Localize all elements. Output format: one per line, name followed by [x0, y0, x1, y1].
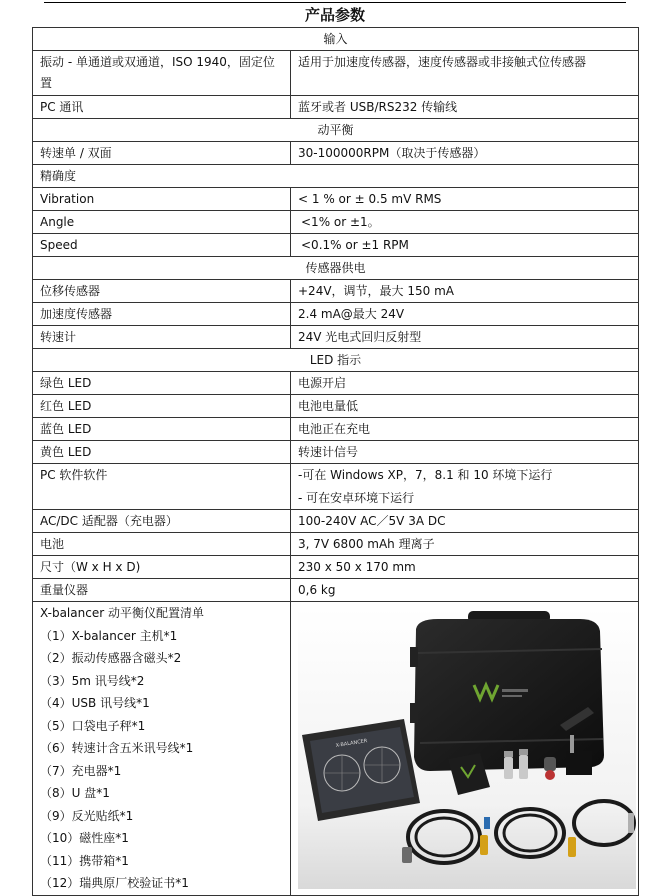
row-value-text: <1% or ±1。 [301, 215, 380, 229]
row-label: 黄色 LED [33, 441, 291, 464]
row-label: 精确度 [33, 165, 639, 188]
row-value: < 1 % or ± 0.5 mV RMS [291, 188, 639, 211]
row-value-text: <0.1% or ±1 RPM [301, 238, 409, 252]
row-value: 0,6 kg [291, 579, 639, 602]
config-list [33, 602, 291, 896]
row-label: 转速计 [33, 326, 291, 349]
row-value: 230 x 50 x 170 mm [291, 556, 639, 579]
list-item: （7）充电器*1 [40, 763, 122, 778]
row-value: 电源开启 [291, 372, 639, 395]
table-row [33, 372, 639, 395]
photo-cell [291, 602, 639, 896]
table-row [33, 303, 639, 326]
table-row [33, 188, 639, 211]
row-label: 蓝色 LED [33, 418, 291, 441]
table-row [33, 464, 639, 510]
row-value [291, 234, 639, 257]
row-value-line: -可在 Windows XP，7，8.1 和 10 环境下运行 [298, 468, 553, 482]
top-rule [44, 2, 626, 3]
section-row [33, 28, 639, 51]
section-led: LED 指示 [33, 349, 639, 372]
list-item: （5）口袋电子秤*1 [40, 718, 146, 733]
row-label: 红色 LED [33, 395, 291, 418]
tablet-label: X-BALANCER [335, 738, 368, 750]
row-label: 位移传感器 [33, 280, 291, 303]
row-label: Vibration [33, 188, 291, 211]
row-value: 3, 7V 6800 mAh 理离子 [291, 533, 639, 556]
list-item: （4）USB 讯号线*1 [40, 696, 150, 710]
product-kit-photo [298, 607, 636, 889]
section-sensor-power: 传感器供电 [33, 257, 639, 280]
row-value: 电池电量低 [291, 395, 639, 418]
spec-table [32, 27, 639, 896]
table-row [33, 211, 639, 234]
row-label: PC 通讯 [33, 96, 291, 119]
table-row [33, 326, 639, 349]
table-row [33, 510, 639, 533]
section-row [33, 257, 639, 280]
list-item: （2）振动传感器含磁头*2 [40, 651, 182, 665]
section-row [33, 119, 639, 142]
row-label: 加速度传感器 [33, 303, 291, 326]
list-item: （6）转速计含五米讯号线*1 [40, 741, 194, 755]
table-row [33, 280, 639, 303]
row-value: 2.4 mA@最大 24V [291, 303, 639, 326]
row-value: 蓝牙或者 USB/RS232 传输线 [291, 96, 639, 119]
config-heading: X-balancer 动平衡仪配置清单 [40, 606, 204, 620]
tablet-device-icon [302, 719, 420, 821]
list-item: （3）5m 讯号线*2 [40, 673, 145, 688]
row-value: 100-240V AC／5V 3A DC [291, 510, 639, 533]
config-row [33, 602, 639, 896]
page-title: 产品参数 [304, 6, 365, 24]
table-row [33, 533, 639, 556]
row-value: 电池正在充电 [291, 418, 639, 441]
row-label: 绿色 LED [33, 372, 291, 395]
tachometer-icon [544, 757, 556, 780]
row-value: 24V 光电式回归反射型 [291, 326, 639, 349]
row-value [291, 211, 639, 234]
list-item: （9）反光贴纸*1 [40, 808, 134, 823]
table-row [33, 142, 639, 165]
table-row [33, 441, 639, 464]
row-label: Angle [33, 211, 291, 234]
row-label: 转速单 / 双面 [33, 142, 291, 165]
list-item: （8）U 盘*1 [40, 786, 110, 800]
row-label: 尺寸（W x H x D) [33, 556, 291, 579]
table-row [33, 395, 639, 418]
row-label: AC/DC 适配器（充电器） [33, 510, 291, 533]
list-item: （1）X-balancer 主机*1 [40, 628, 178, 643]
row-value [291, 464, 639, 510]
row-label: 振动 - 单通道或双通道，ISO 1940，固定位置 [33, 51, 291, 96]
section-input: 输入 [33, 28, 639, 51]
list-item: （10）磁性座*1 [40, 831, 129, 845]
table-row [33, 418, 639, 441]
row-label: 重量仪器 [33, 579, 291, 602]
list-item: （12）瑞典原厂校验证书*1 [40, 876, 189, 890]
row-value: 转速计信号 [291, 441, 639, 464]
table-row [33, 165, 639, 188]
table-row [33, 579, 639, 602]
row-label: Speed [33, 234, 291, 257]
section-row [33, 349, 639, 372]
table-row [33, 96, 639, 119]
row-label: PC 软件软件 [33, 464, 291, 510]
list-item: （11）携带箱*1 [40, 853, 129, 868]
table-row [33, 234, 639, 257]
row-value-line: - 可在安卓环境下运行 [298, 490, 415, 505]
row-value: 适用于加速度传感器，速度传感器或非接触式位传感器 [291, 51, 639, 96]
row-value: 30-100000RPM（取决于传感器） [291, 142, 639, 165]
table-row [33, 556, 639, 579]
section-dynamic-balance: 动平衡 [33, 119, 639, 142]
row-value: +24V，调节，最大 150 mA [291, 280, 639, 303]
row-label: 电池 [33, 533, 291, 556]
table-row [33, 51, 639, 96]
